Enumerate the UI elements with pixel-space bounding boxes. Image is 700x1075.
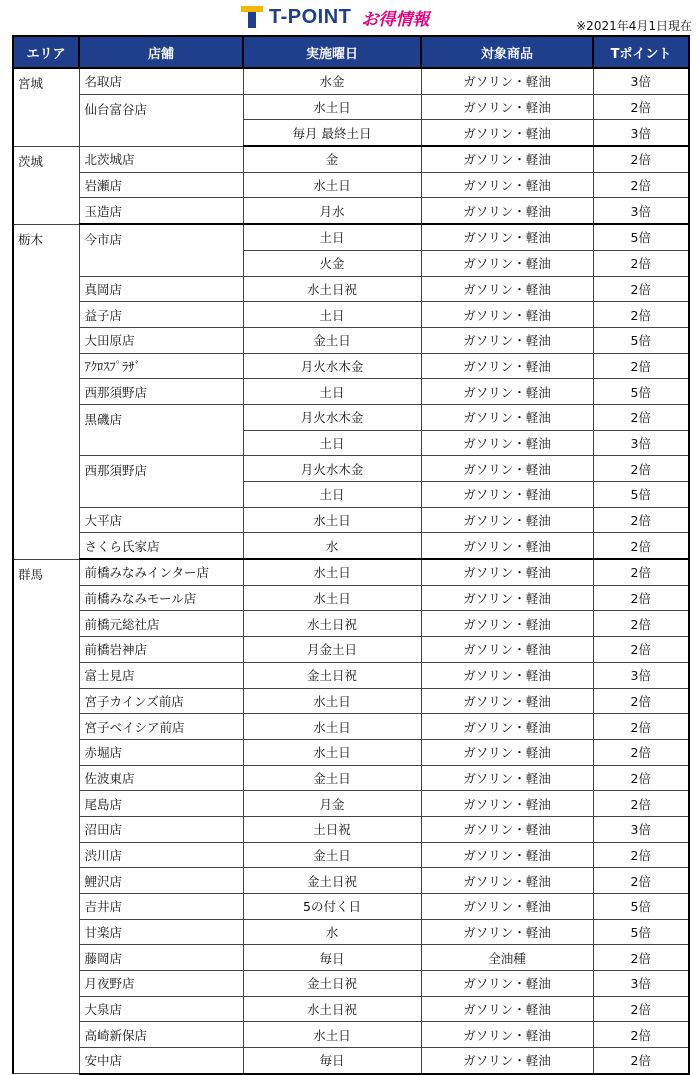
days-cell: 水土日 [243,172,421,198]
product-cell: ガソリン・軽油 [421,739,593,765]
points-cell: 2倍 [593,791,689,817]
area-cell: 宮城 [13,68,79,146]
product-cell: ガソリン・軽油 [421,120,593,146]
days-cell: 水土日 [243,1022,421,1048]
area-cell: 茨城 [13,146,79,224]
product-cell: ガソリン・軽油 [421,611,593,637]
product-cell: ガソリン・軽油 [421,559,593,585]
product-cell: ガソリン・軽油 [421,842,593,868]
days-cell: 水土日 [243,585,421,611]
points-cell: 3倍 [593,68,689,94]
table-row [13,302,689,328]
product-cell: ガソリン・軽油 [421,533,593,559]
table-row [13,739,689,765]
product-cell: ガソリン・軽油 [421,224,593,250]
days-cell: 土日 [243,430,421,456]
points-cell: 2倍 [593,739,689,765]
days-cell: 土日 [243,302,421,328]
store-cell: 真岡店 [79,276,243,302]
table-row [13,1022,689,1048]
table-row [13,971,689,997]
col-header-points: Tポイント [593,36,689,68]
days-cell: 毎月 最終土日 [243,120,421,146]
points-cell: 2倍 [593,276,689,302]
points-cell: 2倍 [593,559,689,585]
product-cell: ガソリン・軽油 [421,816,593,842]
product-cell: ガソリン・軽油 [421,714,593,740]
store-cell: 吉井店 [79,894,243,920]
store-cell: 前橋元総社店 [79,611,243,637]
table-row [13,945,689,971]
days-cell: 毎日 [243,945,421,971]
col-header-store: 店舗 [79,36,243,68]
days-cell: 月金 [243,791,421,817]
store-cell: 赤堀店 [79,739,243,765]
store-cell: 鯉沢店 [79,868,243,894]
points-cell: 3倍 [593,198,689,224]
days-cell: 水 [243,919,421,945]
product-cell: ガソリン・軽油 [421,971,593,997]
store-cell: 北茨城店 [79,146,243,172]
area-cell: 群馬 [13,559,79,1074]
product-cell: ガソリン・軽油 [421,765,593,791]
store-cell: 大泉店 [79,996,243,1022]
store-cell: 大田原店 [79,327,243,353]
points-cell: 2倍 [593,714,689,740]
table-row [13,688,689,714]
product-cell: ガソリン・軽油 [421,482,593,508]
days-cell: 金土日祝 [243,868,421,894]
store-cell: 黒磯店 [79,404,243,455]
points-cell: 2倍 [593,688,689,714]
days-cell: 火金 [243,250,421,276]
days-cell: 水土日 [243,94,421,120]
days-cell: 金土日 [243,765,421,791]
product-cell: ガソリン・軽油 [421,68,593,94]
product-cell: ガソリン・軽油 [421,379,593,405]
store-cell: 甘楽店 [79,919,243,945]
points-cell: 5倍 [593,379,689,405]
points-cell: 2倍 [593,842,689,868]
table-row [13,714,689,740]
points-cell: 2倍 [593,868,689,894]
product-cell: ガソリン・軽油 [421,404,593,430]
points-cell: 3倍 [593,120,689,146]
store-cell: 高崎新保店 [79,1022,243,1048]
days-cell: 毎日 [243,1048,421,1074]
store-cell: 渋川店 [79,842,243,868]
product-cell: ガソリン・軽油 [421,1048,593,1074]
table-row [13,1048,689,1074]
store-cell: 西那須野店 [79,456,243,507]
store-cell: 藤岡店 [79,945,243,971]
points-cell: 5倍 [593,224,689,250]
table-row [13,224,689,250]
product-cell: ガソリン・軽油 [421,353,593,379]
product-cell: ガソリン・軽油 [421,1022,593,1048]
table-row [13,919,689,945]
product-cell: 全油種 [421,945,593,971]
store-cell: 益子店 [79,302,243,328]
product-cell: ガソリン・軽油 [421,996,593,1022]
store-cell: 尾島店 [79,791,243,817]
table-row [13,868,689,894]
store-cell: 富士見店 [79,662,243,688]
points-cell: 2倍 [593,404,689,430]
table-row [13,533,689,559]
table-header-row [13,36,689,68]
points-cell: 2倍 [593,302,689,328]
product-cell: ガソリン・軽油 [421,327,593,353]
points-cell: 2倍 [593,637,689,663]
store-cell: 沼田店 [79,816,243,842]
table-row [13,662,689,688]
table-row [13,894,689,920]
table-row [13,842,689,868]
days-cell: 土日 [243,482,421,508]
store-cell: 玉造店 [79,198,243,224]
product-cell: ガソリン・軽油 [421,456,593,482]
days-cell: 金土日 [243,327,421,353]
product-cell: ガソリン・軽油 [421,146,593,172]
table-row [13,611,689,637]
table-row [13,456,689,482]
points-cell: 2倍 [593,611,689,637]
points-cell: 2倍 [593,1022,689,1048]
points-cell: 2倍 [593,353,689,379]
table-body [13,68,689,1074]
product-cell: ガソリン・軽油 [421,894,593,920]
store-cell: 安中店 [79,1048,243,1074]
product-cell: ガソリン・軽油 [421,276,593,302]
table-row [13,559,689,585]
points-cell: 2倍 [593,172,689,198]
store-cell: 前橋みなみモール店 [79,585,243,611]
days-cell: 水土日 [243,688,421,714]
points-cell: 3倍 [593,816,689,842]
days-cell: 金土日祝 [243,662,421,688]
product-cell: ガソリン・軽油 [421,94,593,120]
table-row [13,198,689,224]
points-cell: 5倍 [593,894,689,920]
days-cell: 水金 [243,68,421,94]
table-row [13,765,689,791]
days-cell: 月金土日 [243,637,421,663]
days-cell: 土日 [243,379,421,405]
points-cell: 2倍 [593,94,689,120]
table-row [13,379,689,405]
store-cell: 岩瀬店 [79,172,243,198]
points-cell: 5倍 [593,919,689,945]
deal-label: お得情報 [361,9,430,30]
days-cell: 月水 [243,198,421,224]
table-row [13,637,689,663]
table-row [13,276,689,302]
store-cell: 宮子ベイシア前店 [79,714,243,740]
table-row [13,327,689,353]
days-cell: 金土日 [243,842,421,868]
product-cell: ガソリン・軽油 [421,430,593,456]
table-row [13,353,689,379]
store-cell: 西那須野店 [79,379,243,405]
col-header-area: エリア [13,36,79,68]
days-cell: 水土日祝 [243,276,421,302]
days-cell: 水土日 [243,739,421,765]
days-cell: 水 [243,533,421,559]
points-cell: 5倍 [593,482,689,508]
product-cell: ガソリン・軽油 [421,919,593,945]
store-cell: 仙台富谷店 [79,94,243,146]
days-cell: 月火水木金 [243,353,421,379]
days-cell: 水土日祝 [243,996,421,1022]
days-cell: 5の付く日 [243,894,421,920]
store-cell: 名取店 [79,68,243,94]
store-cell: 月夜野店 [79,971,243,997]
table-row [13,816,689,842]
points-cell: 3倍 [593,662,689,688]
table-row [13,94,689,120]
table-row [13,68,689,94]
page-header [0,0,700,34]
table-row [13,404,689,430]
days-cell: 水土日 [243,507,421,533]
product-cell: ガソリン・軽油 [421,868,593,894]
days-cell: 月火水木金 [243,404,421,430]
campaign-table [12,35,690,1075]
days-cell: 月火水木金 [243,456,421,482]
store-cell: ｱｸﾛｽﾌﾟﾗｻﾞ [79,353,243,379]
points-cell: 2倍 [593,765,689,791]
product-cell: ガソリン・軽油 [421,250,593,276]
product-cell: ガソリン・軽油 [421,507,593,533]
area-cell: 栃木 [13,224,79,559]
table-row [13,507,689,533]
tpoint-logo [241,4,429,30]
store-cell: さくら氏家店 [79,533,243,559]
product-cell: ガソリン・軽油 [421,585,593,611]
points-cell: 2倍 [593,456,689,482]
points-cell: 3倍 [593,971,689,997]
table-row [13,172,689,198]
store-cell: 前橋岩神店 [79,637,243,663]
points-cell: 2倍 [593,507,689,533]
col-header-product: 対象商品 [421,36,593,68]
t-logo-icon [241,6,263,28]
store-cell: 前橋みなみインター店 [79,559,243,585]
store-cell: 今市店 [79,224,243,276]
table-row [13,791,689,817]
days-cell: 水土日 [243,559,421,585]
store-cell: 宮子カインズ前店 [79,688,243,714]
product-cell: ガソリン・軽油 [421,302,593,328]
days-cell: 水土日 [243,714,421,740]
product-cell: ガソリン・軽油 [421,662,593,688]
table-row [13,996,689,1022]
product-cell: ガソリン・軽油 [421,198,593,224]
points-cell: 2倍 [593,146,689,172]
points-cell: 3倍 [593,430,689,456]
product-cell: ガソリン・軽油 [421,688,593,714]
table-row [13,585,689,611]
points-cell: 2倍 [593,1048,689,1074]
points-cell: 5倍 [593,327,689,353]
table-row [13,146,689,172]
product-cell: ガソリン・軽油 [421,791,593,817]
col-header-days: 実施曜日 [243,36,421,68]
store-cell: 大平店 [79,507,243,533]
days-cell: 金土日祝 [243,971,421,997]
days-cell: 金 [243,146,421,172]
days-cell: 水土日祝 [243,611,421,637]
brand-name: T-POINT [269,5,352,28]
days-cell: 土日 [243,224,421,250]
as-of-date: ※2021年4月1日現在 [576,19,692,33]
days-cell: 土日祝 [243,816,421,842]
points-cell: 2倍 [593,585,689,611]
points-cell: 2倍 [593,533,689,559]
points-cell: 2倍 [593,945,689,971]
product-cell: ガソリン・軽油 [421,172,593,198]
points-cell: 2倍 [593,250,689,276]
product-cell: ガソリン・軽油 [421,637,593,663]
points-cell: 2倍 [593,996,689,1022]
store-cell: 佐波東店 [79,765,243,791]
